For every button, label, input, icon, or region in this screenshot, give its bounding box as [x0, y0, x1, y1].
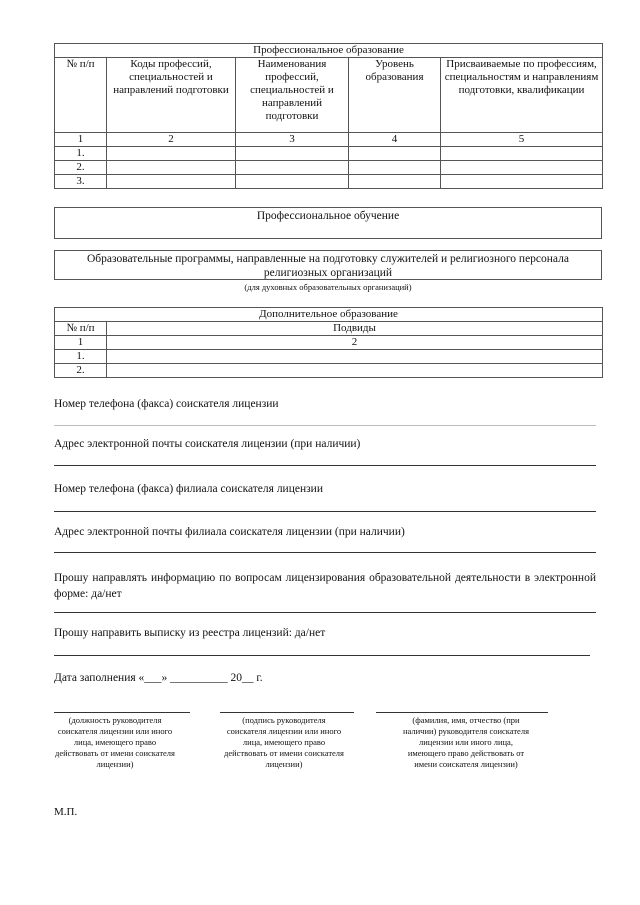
name-signature-line[interactable]	[376, 712, 548, 713]
applicant-email-label: Адрес электронной почты соискателя лицензии (при наличии)	[54, 438, 361, 450]
table-row	[55, 161, 603, 175]
branch-email-line[interactable]	[54, 552, 596, 553]
add-edu-table	[54, 307, 603, 378]
table-cell[interactable]	[107, 175, 236, 189]
fill-date: Дата заполнения «___» __________ 20__ г.	[54, 672, 263, 684]
col-header-num: № п/п	[55, 58, 107, 133]
table-row	[55, 364, 603, 378]
col-header-num: № п/п	[55, 322, 107, 336]
branch-phone-label: Номер телефона (факса) филиала соискателя лицензии	[54, 483, 323, 495]
col-num-cell: 2	[107, 336, 603, 350]
col-header-names: Наименования профессий, специальностей и направлений подготовки	[236, 58, 349, 133]
col-num-cell: 5	[441, 133, 603, 147]
table-row	[55, 147, 603, 161]
add-edu-title: Дополнительное образование	[55, 308, 603, 322]
prof-edu-title: Профессиональное образование	[55, 44, 603, 58]
position-signature-line[interactable]	[54, 712, 190, 713]
table-cell[interactable]	[236, 175, 349, 189]
table-cell[interactable]	[236, 161, 349, 175]
col-header-level: Уровень образования	[349, 58, 441, 133]
table-row	[55, 350, 603, 364]
table-cell[interactable]	[441, 175, 603, 189]
col-num-cell: 1	[55, 133, 107, 147]
table-cell[interactable]	[349, 147, 441, 161]
signature-caption: (подпись руководителя соискателя лицензии или иного лица, имеющего право действовать от имени соискателя лицензии)	[224, 715, 344, 769]
col-header-subtypes: Подвиды	[107, 322, 603, 336]
col-header-qualification: Присваиваемые по профессиям, специальностям и направлениям подготовки, квалификации	[441, 58, 603, 133]
row-number: 2.	[55, 161, 107, 175]
col-num-cell: 4	[349, 133, 441, 147]
col-num-cell: 1	[55, 336, 107, 350]
row-number: 1.	[55, 350, 107, 364]
prof-training-box	[54, 207, 602, 239]
electronic-info-request: Прошу направлять информацию по вопросам лицензирования образовательной деятельности в электронной форме: да/нет	[54, 572, 596, 600]
signature-line[interactable]	[220, 712, 354, 713]
branch-phone-line[interactable]	[54, 511, 596, 512]
applicant-phone-label: Номер телефона (факса) соискателя лицензии	[54, 398, 279, 410]
col-num-cell: 2	[107, 133, 236, 147]
table-cell[interactable]	[107, 161, 236, 175]
religious-title: Образовательные программы, направленные на подготовку служителей и религиозного персонала религиозных организаций	[86, 253, 569, 279]
table-cell[interactable]	[107, 350, 603, 364]
col-num-cell: 3	[236, 133, 349, 147]
branch-email-label: Адрес электронной почты филиала соискателя лицензии (при наличии)	[54, 526, 405, 538]
registry-extract-line[interactable]	[54, 655, 590, 656]
registry-extract-request: Прошу направить выписку из реестра лицензий: да/нет	[54, 627, 326, 639]
table-cell[interactable]	[107, 364, 603, 378]
applicant-phone-line[interactable]	[54, 425, 596, 426]
col-header-codes: Коды профессий, специальностей и направлений подготовки	[107, 58, 236, 133]
religious-box	[54, 250, 602, 280]
row-number: 3.	[55, 175, 107, 189]
table-cell[interactable]	[441, 147, 603, 161]
table-cell[interactable]	[441, 161, 603, 175]
row-number: 1.	[55, 147, 107, 161]
prof-training-title: Профессиональное обучение	[256, 210, 400, 222]
stamp-label: М.П.	[54, 806, 78, 818]
table-cell[interactable]	[236, 147, 349, 161]
position-caption: (должность руководителя соискателя лицензии или иного лица, имеющего право действовать от имени соискателя лицензии)	[55, 715, 175, 769]
electronic-info-line[interactable]	[54, 612, 596, 613]
table-cell[interactable]	[349, 161, 441, 175]
prof-edu-table	[54, 43, 603, 189]
table-cell[interactable]	[107, 147, 236, 161]
name-caption: (фамилия, имя, отчество (при наличии) руководителя соискателя лицензии или иного лица, имеющего право действовать от имени соискателя лицензии)	[403, 715, 529, 769]
applicant-email-line[interactable]	[54, 465, 596, 466]
religious-note: (для духовных образовательных организаций)	[244, 282, 412, 292]
table-cell[interactable]	[349, 175, 441, 189]
table-row	[55, 175, 603, 189]
row-number: 2.	[55, 364, 107, 378]
